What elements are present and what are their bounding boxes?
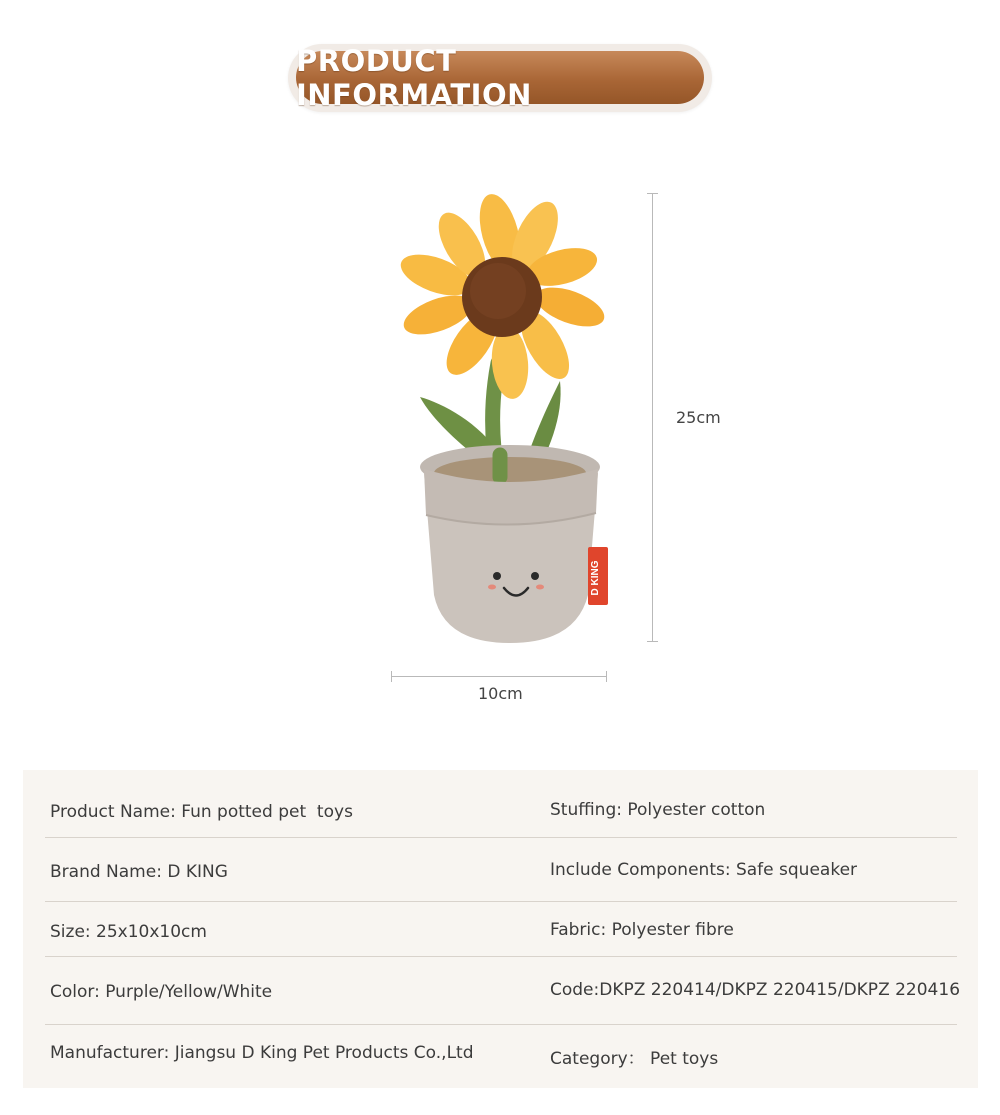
face-eye-left (493, 572, 501, 580)
info-code: Code:DKPZ 220414/DKPZ 220415/DKPZ 220416 (550, 980, 961, 1000)
info-manufacturer: Manufacturer: Jiangsu D King Pet Products Co.,Ltd (50, 1043, 474, 1063)
info-product-name: Product Name: Fun potted pet toys (50, 802, 353, 822)
row-divider (45, 837, 957, 838)
height-dimension-label: 25cm (676, 408, 721, 427)
product-info-panel (23, 770, 978, 1088)
brand-tag-text: D KING (590, 560, 601, 596)
height-dimension-cap-top (647, 193, 658, 194)
face-cheek-right (536, 585, 544, 590)
info-size: Size: 25x10x10cm (50, 922, 207, 942)
height-dimension-cap-bottom (647, 641, 658, 642)
width-dimension-cap-left (391, 671, 392, 682)
width-dimension-line (391, 676, 607, 677)
face-eye-right (531, 572, 539, 580)
width-dimension-label: 10cm (478, 684, 523, 703)
row-divider (45, 1024, 957, 1025)
info-include-components: Include Components: Safe squeaker (550, 860, 858, 880)
page-title: PRODUCT INFORMATION (296, 51, 704, 104)
row-divider (45, 901, 957, 902)
face-cheek-left (488, 585, 496, 590)
info-fabric: Fabric: Polyester fibre (550, 920, 734, 940)
sunflower-pot-toy-image (380, 185, 620, 655)
width-dimension-cap-right (606, 671, 607, 682)
info-stuffing: Stuffing: Polyester cotton (550, 800, 766, 820)
info-color: Color: Purple/Yellow/White (50, 982, 273, 1002)
row-divider (45, 956, 957, 957)
info-category: Category： Pet toys (550, 1049, 719, 1069)
height-dimension-line (652, 193, 653, 642)
info-brand-name: Brand Name: D KING (50, 862, 228, 882)
